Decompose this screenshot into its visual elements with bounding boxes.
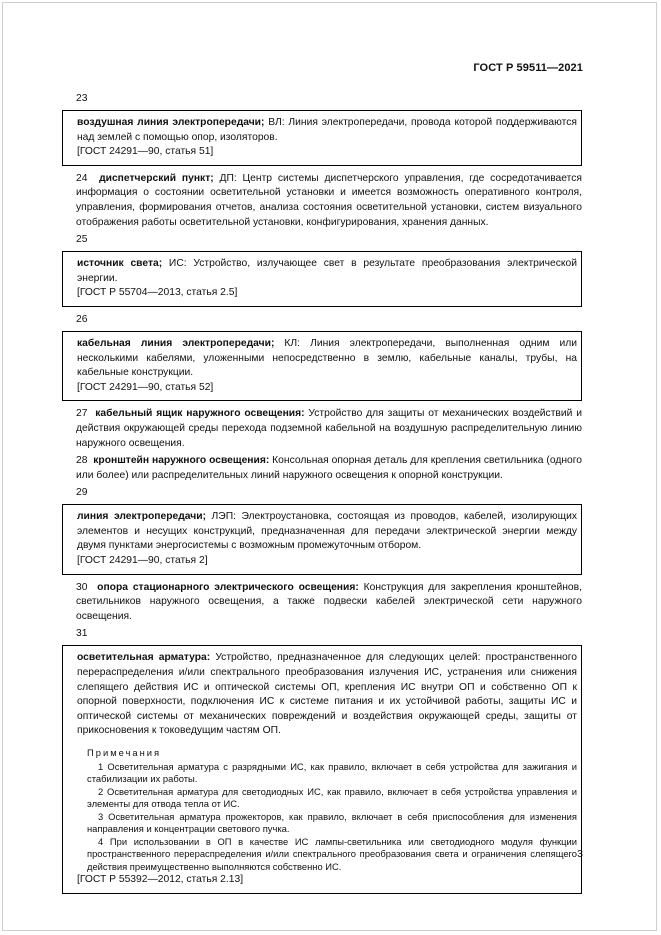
term-source: [ГОСТ Р 55704—2013, статья 2.5]	[77, 287, 238, 299]
term-source: [ГОСТ Р 55392—2012, статья 2.13]	[77, 874, 244, 885]
term-entry-box	[62, 331, 582, 401]
note-item: 2 Осветительная арматура для светодиодных ИС, как правило, включает в себя устройства управления и элементы для отвода тепла от ИС.	[87, 785, 577, 809]
entry-number: 26	[76, 313, 88, 325]
note-item: 1 Осветительная арматура с разрядными ИС, как правило, включает в себя устройства для зажигания и стабилизации их работы.	[87, 760, 577, 784]
term-definition	[76, 407, 582, 451]
term-definition	[77, 257, 577, 286]
term-entry	[62, 581, 582, 625]
document-code: ГОСТ Р 59511—2021	[473, 62, 583, 74]
term-name: кабельный ящик наружного освещения:	[95, 408, 305, 420]
entry-number: 30	[76, 581, 88, 593]
term-entry	[62, 172, 582, 230]
entry-number: 23	[76, 93, 88, 104]
term-text: ДП: Центр системы диспетчерского управления, где сосредотачивается информация о состоянии осветительной установки и имеется возможность оперативного контроля, управления, формирования отчетов, анализа состояния осветительной установки, систем визуального отображения работы осветительной установки, конфигурирования, хранения данных.	[76, 172, 582, 228]
term-entry-box	[62, 504, 582, 574]
term-entry-box	[62, 645, 582, 893]
term-text: ИС: Устройство, излучающее свет в результате преобразования электрической энергии.	[77, 258, 578, 284]
term-name: линия электропередачи;	[77, 511, 207, 523]
term-definition	[76, 172, 582, 230]
term-definition	[76, 581, 582, 625]
term-source: [ГОСТ 24291—90, статья 51]	[77, 146, 214, 158]
entry-number: 29	[76, 487, 88, 499]
term-text: КЛ: Линия электропередачи, выполненная одним или несколькими кабелями, уложенными непосредственно в землю, кабельные каналы, трубы, на кабельные конструкции.	[77, 337, 577, 379]
entry-number: 28	[76, 455, 88, 467]
note-item: 3 Осветительная арматура прожекторов, как правило, включает в себя приспособления для изменения направления и концентрации светового пучка.	[87, 810, 577, 834]
term-name: диспетчерский пункт;	[99, 172, 214, 184]
term-definition	[77, 337, 577, 381]
notes-block	[77, 747, 577, 873]
note-item: 4 При использовании в ОП в качестве ИС лампы-светильника или светодиодного модуля функции пространственного перераспределения и/или спектрального преобразования света и ограничения слепящего действия преимущественно выполняются собственно ИС.	[87, 835, 577, 872]
term-text: ВЛ: Линия электропередачи, провода которой поддерживаются над землей с помощью опор, изоляторов.	[77, 117, 577, 143]
term-entry-box	[62, 251, 582, 307]
term-entry-box	[62, 110, 582, 166]
entry-number: 25	[76, 234, 88, 246]
term-definition	[77, 510, 577, 554]
term-name: осветительная арматура:	[77, 652, 211, 664]
term-entry	[62, 454, 582, 483]
term-source: [ГОСТ 24291—90, статья 2]	[77, 555, 208, 567]
entry-number: 31	[76, 628, 88, 640]
notes-heading: Примечания	[87, 747, 162, 758]
term-definition	[77, 651, 577, 739]
term-text: Конструкция для закрепления кронштейнов, светильников наружного освещения, а также подвески кабелей электрической сети наружного освещения.	[76, 581, 582, 622]
term-source: [ГОСТ 24291—90, статья 52]	[77, 381, 214, 393]
page-number: 3	[577, 848, 583, 860]
term-entry	[62, 407, 582, 451]
term-text: Устройство, предназначенное для следующих целей: пространственного перераспределения и/или спектрального преобразования излучения ИС, устранения или снижения слепящего действия ИС и оптической системы ОП, крепления ИС внутри ОП и собственно ОП к опорной поверхности, подключения ИС к системе питания и их устойчивой работы, защиты ИС и оптической системы от механических повреждений и воздействия окружающей среды, защиты от прикосновения к токоведущим частям ОП.	[77, 652, 577, 737]
term-text: Консольная опорная деталь для крепления светильника (одного или более) или распределительных линий наружного освещения к опорной конструкции.	[76, 455, 582, 481]
term-name: опора стационарного электрического освещения:	[97, 581, 359, 593]
entry-number: 24	[76, 172, 88, 184]
term-name: кабельная линия электропередачи;	[77, 337, 275, 349]
entry-number: 27	[76, 408, 88, 420]
term-text: Устройство для защиты от механических воздействий и действия окружающей среды перехода подземной кабельной на воздушную распределительную линию наружного освещения.	[76, 408, 583, 449]
term-name: источник света;	[77, 258, 163, 270]
term-text: ЛЭП: Электроустановка, состоящая из проводов, кабелей, изолирующих элементов и несущих конструкций, предназначенная для передачи электрической энергии между двумя пунктами энергосистемы с возможным промежуточным отбором.	[77, 511, 577, 552]
term-name: кронштейн наружного освещения:	[93, 455, 270, 467]
term-name: воздушная линия электропередачи;	[77, 117, 265, 128]
term-definition	[76, 454, 582, 483]
terms-list	[62, 92, 582, 900]
term-definition	[77, 116, 577, 145]
